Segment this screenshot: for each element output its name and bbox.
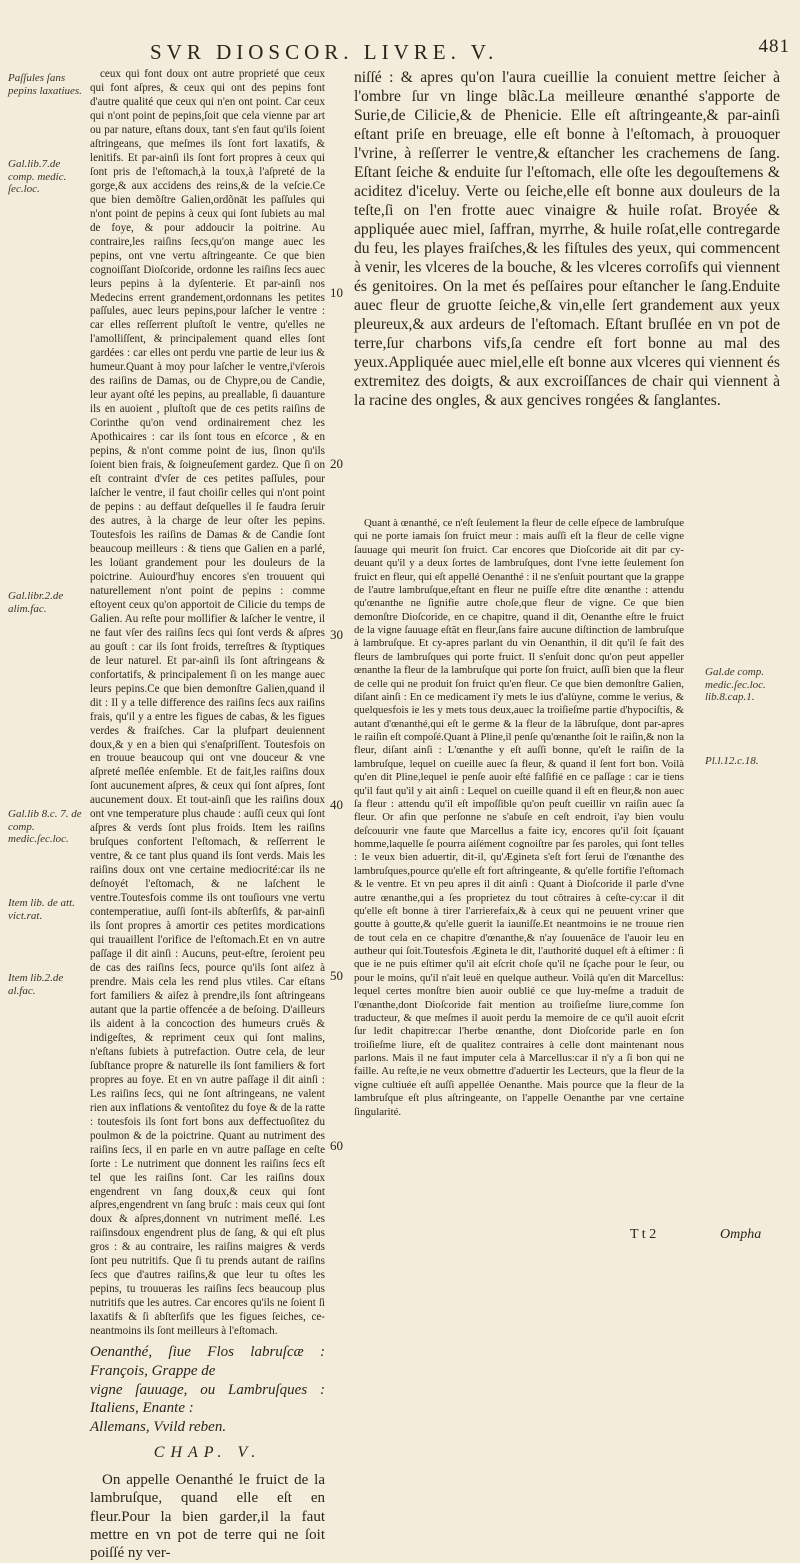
margin-gloss: Item lib.2.de al.fac. — [8, 972, 64, 997]
catchword: Ompha — [720, 1227, 762, 1242]
chapter-heading-line: Oenanthé, ſiue Flos labruſcæ : François, Grappe de — [90, 1344, 325, 1379]
right-column-text — [354, 68, 780, 414]
right-paragraph: niſſé : & apres qu'on l'aura cueillie la conuient mettre ſeicher à l'ombre ſur vn linge blãc.La meilleure œnanthé s'apporte de Surie,de Cilicie,& de Phenicie. Elle eſt aſtringeante,& par-ainſi eſtant priſe en breuage, elle eſt bonne à l'eſtomach, à prouoquer l'vrine, à reſſerrer le ventre,& eſtancher les crachemens de ſang. Eſtant ſeiche & enduite ſur l'eſtomach, elle oſte les degouſtemens & aciditez d'iceluy. Verte ou ſeiche,elle eſt bonne aux douleurs de la teſte,ſi on l'en frotte auec vinaigre & huile roſat. Broyée & appliquée auec miel, ſaffran, myrrhe, & huile roſat,elle contregarde du feu, les playes fraiſches,& les fiſtules des yeux, qui commencent à venir, les vlceres de la bouche, & les vlceres corroſifs qui viennent és genitoires. On la met és peſſaires pour eſtancher le ſang.Enduite auec fleur de gruotte ſeiche,& vin,elle ſert grandement aux yeux pleureux,& aux ardeurs de l'eſtomach. Eſtant bruſlée en vn pot de terre,ſur charbons vifs,ſa cendre eſt fort bonne au mal des yeux.Appliquée auec miel,elle eſt bonne aux vlceres qui viennent és extremitez des doigts, & aux excroiſſances de chair qui viennent à la racine des ongles, & aux gencives rongées & ſanglantes. — [354, 69, 780, 410]
running-head-title: SVR DIOSCOR. LIVRE. V. — [150, 40, 499, 64]
page-number: 481 — [758, 36, 790, 57]
signature-mark: T t 2 — [630, 1227, 657, 1242]
margin-gloss: Item lib. de att. vict.rat. — [8, 897, 75, 922]
margin-gloss: Gal.lib 8.c. 7. de comp. medic.ſec.loc. — [8, 808, 82, 846]
line-number: 30 — [330, 627, 343, 642]
chapter-heading-line: Allemans, Vvild reben. — [90, 1419, 227, 1436]
margin-gloss: Gal.lib.7.de comp. medic. ſec.loc. — [8, 158, 67, 196]
margin-gloss: Gal.libr.2.de alim.fac. — [8, 590, 64, 615]
chapter-title: CHAP. V. — [153, 1443, 262, 1461]
line-number: 20 — [330, 456, 343, 471]
line-number: 50 — [330, 968, 343, 983]
commentary-paragraph: Quant à œnanthé, ce n'eſt ſeulement la fleur de celle eſpece de lambruſque qui ne porte iamais ſon fruict meur : mais auſſi eſt la fleur de celle vigne ſauuage qui meurit ſon fruict. Car encores que Dioſcoride ait dit par cy-deuant qu'il y a deux ſortes de lambruſques, dont l'vne iette ſeulement ſon fruict en fleur, qui eſt appellé Oenanthé : il ne s'enſuit pourtant que la grappe de l'autre lambruſque,eſtant en fleur ne puiſſe eſtre dite œnanthe : attendu qu'œnanthe ne ſignifie autre choſe,que fleur de vigne. Ce que bien demonſtre Dioſcoride, en ce chapitre, quand il dit, Oenanthe eſtre le fruict de la vigne ſauuage eſtãt en fleur,ſans faire aucune diſtinction de lambruſque à lambruſque. Et cy-apres parlant du vin Oenanthin, il dit qu'il ſe fait des fleurs de lambruſques qui porte fruict. Il s'enſuit donc qu'on peut appeller œnanthe la fleur de la lambruſque qui porte ſon fruict, auſſi bien que la fleur de celle qui ne produit ſon fruict qu'en fleur. Ce que bien demonſtre Galien, diſant ainſi : En ce medicament i'y mets le ius d'alùyne, comme le verius, & quelquesfois ie les y mets tous deux,auec la troiſieſme partie d'hypociſtis, & autant d'œnanthé,qui eſt le germe & la fleur de la lãbruſque, dont par-apres le raiſin eſt compoſé.Quant à Pline,il penſe qu'œnanthe ſoit le raiſin,& non la fleur, diſant ainſi : L'œnanthe y eſt auſſi bonne, qu'eſt le raiſin de la lambruſque, lequel on cueille auec ſa fleur, & quand il ſent fort bon. Voilà qu'en dit Pline,lequel ie penſe auoir eſté falſifié en ce paſſage : car ie tiens qu'il faut qu'il y ait ainſi : Lequel on cueille quand il eſt en fleur,& non auec ſa fleur : attendu qu'il eſt impoſſible qu'on peuſt cueillir vn raiſin auec ſa fleur. Or afin que perſonne ne s'abuſe en ceſt endroit, i'ay bien voulu deſcouurir vne faute que Marcellus a faite icy, encores qu'il ſoit ſçauant homme,laquelle ſe pourra aiſément cognoiſtre par ſes paroles, qui ſont telles : Ie veux bien aduertir, dit-il, qu'Ægineta s'eſt fort ſerui de l'œnanthe des lambruſques,pource qu'elle eſt fort aſtringeante, & qu'elle fortifie l'eſtomach & le ventre. Et vn peu apres il dit ainſi : Quant à Dioſcoride il parle d'vne autre œnanthe,qui a ſes proprietez du tout cõtraires à ceſte-cy:car il dit qu'elle eſt bonne à tirer l'arrierefaix,& à ceux qui ne peuuent vriner que goutte à goutte,& qu'elle guerit la iauniſſe.Et neantmoins ie ne trouue rien de tout cela en ce chapitre d'œnanthe,& n'ay ſouuenãce de l'auoir leu en autheur qui ſoit.Toutesfois Ægineta le dit, l'authorité duquel eſt à eſtimer : ſi que ie ne puis eſtimer qu'il ait eſcrit choſe qu'il ne ſçache pour le ſeur, ou pour le moins, qu'il n'ait leuë en quelque autheur. Voilà qu'en dit Marcellus: lequel certes monſtre bien auoir oublié ce que luy-meſme a traduit de l'œnanthe,dont Dioſcoride fait mention au troiſieſme liure,comme ſon traducteur, & que meſmes il auoit perdu la memoire de ce qu'il auoit eſcrit ſur ledit chapitre:car l'herbe œnanthe, dont Dioſcoride parle en ſon troiſieſme liure, eſt de qualitez contraires à celle dont maintenant nous parlons. Mais il ne faut imputer cela à Marcellus:car il n'y a ſi bon qui ne faille. Au reſte,ie ne veux obmettre d'aduertir les Lecteurs, que la fleur de la vigne cultiuée eſt auſſi appellée Oenanthe. Mais pource que la fleur de la lambruſque eſt plus aſtringeante, on l'appelle Oenanthe par vne certaine ſingularité. — [354, 517, 684, 1118]
line-number: 60 — [330, 1138, 343, 1153]
chapter-lead: On appelle Oenanthé le fruict de la lambruſque, quand elle eſt en fleur.Pour la bien garder,il la faut mettre en vn pot de terre qui ne ſoit poiſſé ny ver- — [90, 1472, 325, 1562]
line-number: 40 — [330, 797, 343, 812]
margin-gloss: Pl.l.12.c.18. — [705, 755, 759, 767]
chapter-heading-line: vigne ſauuage, ou Lambruſques : Italiens, Enante : — [90, 1381, 325, 1417]
left-paragraph: ceux qui font doux ont autre proprieté que ceux qui font aſpres, & ceux qui ont des pepins font d'autre qualité que ceux qui n'en ont point. Car ceux qui n'ont point de pepins,ſoit que cela vienne par art ou par nature, eſtans doux, tant s'en faut qu'ils ſoient aſtringeans, que meſmes ils ſont fort laxatifs, & lenitifs. Et par-ainſi ils ſont fort propres à ceux qui ſont pris de l'eſtomach,à la toux,à l'aſpreté de la gorge,& aux accidens des reins,& de la veſcie.Ce que bien demõſtre Galien,ordõnāt les paſſules qui n'ont point de pepins à ceux qui ſont ſubiets au mal de foye, & pour addoucir la poitrine. Au contraire,les raiſins ſecs,qu'on mange auec les pepins, ont vne vertu aſtringeante. Ce que bien cognoiſſant Dioſcoride, ordonne les raiſins ſecs auec leurs pepins à la dyſenterie. Et par-ainſi nos Medecins errent grandement,ordonnans les petites paſſules, auec leurs pepins,pour laſcher le ventre : car elles reſſerrent pluſtoſt le ventre, qu'elles ne l'amolliſſent, & principalement quand elles ſont gardées : car elles ont perdu vne partie de leur ius & humeur.Quant à moy pour laſcher le ventre,i'vſerois des raiſins de Damas, ou de Chypre,ou de Candie, leur ayant oſté les pepins, au preallable, ſi dauanture ils en auoient , pluſtoſt que de ces petits raiſins de Corinthe qu'on vend ordinairement chez les Apothicaires : car ils ſont tous en eſcorce , & en pepins, & n'ont comme point de ius, ſinon qu'ils ſoient bien frais, & ſoigneuſement gardez. Que ſi on eſt contraint d'vſer de ces petites paſſules, pour laſcher le ventre, il faut choiſir celles qui n'ont point de pepins : au deffaut deſquelles il ſe faudra ſeruir des autres, à la charge de leur oſter les pepins. Toutesfois les raiſins de Damas & de Candie ſont beaucoup meilleurs : & tiens que Galien en a parlé, les loüant grandement pour les douleurs de la poictrine. Auiourd'huy encores s'en trouuent qui naturellement n'ont point de pepins : comme eſtoyent ceux qu'on apportoit de Cilicie du temps de Galien. Au reſte pour mollifier & laſcher le ventre, il ne faut vſer des raiſins ſecs qui ſont verds & aſpres au gouſt : car ils ſont froids, terreſtres & ſtyptiques de leur naturel. Et par-ainſi ils ſont aſtringeans & confortatifs, & principalement ſi on les mange auec leurs pepins.Ce que bien demonſtre Galien,quand il dit : Il y a telle difference des raiſins ſecs aux raiſins frais, qu'il y a entre les figues de cabas, & les figues verdes & fraiſches. Car la plufpart deuiennent doux,& y en a bien qui s'enaſpriſſent. Toutesfois on en trouue beaucoup qui ont vne douceur & vne aſpreté meſlée enſemble. Et de fait,les raiſins doux ſont aucunement aſpres, & ceux qui ſont aſpres, ſont aucunement doux. Et tout-ainſi que les raiſins doux ont vne temperature plus chaude : auſſi ceux qui ſont aſpres & verds ſont plus froids. Item les raiſins bruſques confortent l'eſtomach, & reſſerrent le ventre, & ce tant plus quand ils ſont verds. Mais les raiſins doux ont vne certaine mediocrité:car ils ne deſnoyét l'eſtomach, & ne laſchent le ventre.Toutesfois comme ils ont touſiours vne vertu contemperatiue, auſſi ſont-ils abſterſifs, & par-ainſi ils ſont propres à amortir ces petites mordications qui trauaillent l'orifice de l'eſtomach.Et en vn autre paſſage il dit ainſi : Aucuns, peut-eſtre, ſeroient peu de cas des raiſins ſecs, pource qu'ils ſont aiſez à prendre. Mais cela les rend plus vtiles. Car eſtans fort familiers & aiſez à prendre,ils ſont aſtringeans autant que la partie offencée a de beſoing. D'ailleurs ils aident à la concoction des humeurs cruës & indigeſtes, & repriment ceux qui ſont malins, n'eſtans ſubiets à putrefaction. Outre cela, de leur ſubſtance propre & naturelle ils ſont familiers & fort propres au foye. Et en vn autre paſſage il dit ainſi : Les raiſins ſecs, qui ne ſont aſtringeans, ne valent rien aux inflations & ventoſitez du foye & de la ratte : toutesfois ils ſont fort bons aux deffectuoſitez du poulmon & de la poictrine. Quant au nutriment des raiſins ſecs, il en parle en vn autre paſſage en ceſte ſorte : Le nutriment que donnent les raiſins ſecs eſt tel que les raiſins ſont. Car les raiſins doux engendrent vn ſang doux,& ceux qui ſont aſpres,engendrent vn ſang bruſc : mais ceux qui ſont doux & aſpres,donnent vn nutriment meſlé. Les raiſinsdoux engendrent plus de ſang, & qui eſt plus gros : & au contraire, les raiſins maigres & verds ſont peu nutritifs. Que ſi tu prends autant de raiſins ſecs que d'autres raiſins,& que leur tu oſtes les pepins, tu trouueras les raiſins ſecs beaucoup plus nutritifs que les autres. Car encores qu'ils ne ſoient ſi laxatifs & ſi abſterſifs que les figues ſeiches, ce-neantmoins ils ſont meilleurs à l'eſtomach. — [90, 68, 325, 1338]
line-number: 10 — [330, 285, 343, 300]
margin-gloss: Paſſules ſans pepins laxatiues. — [8, 72, 82, 97]
right-column-commentary — [354, 517, 684, 1123]
margin-gloss: Gal.de comp. medic.ſec.loc. lib.8.cap.1. — [705, 666, 766, 704]
left-column — [90, 68, 325, 1562]
